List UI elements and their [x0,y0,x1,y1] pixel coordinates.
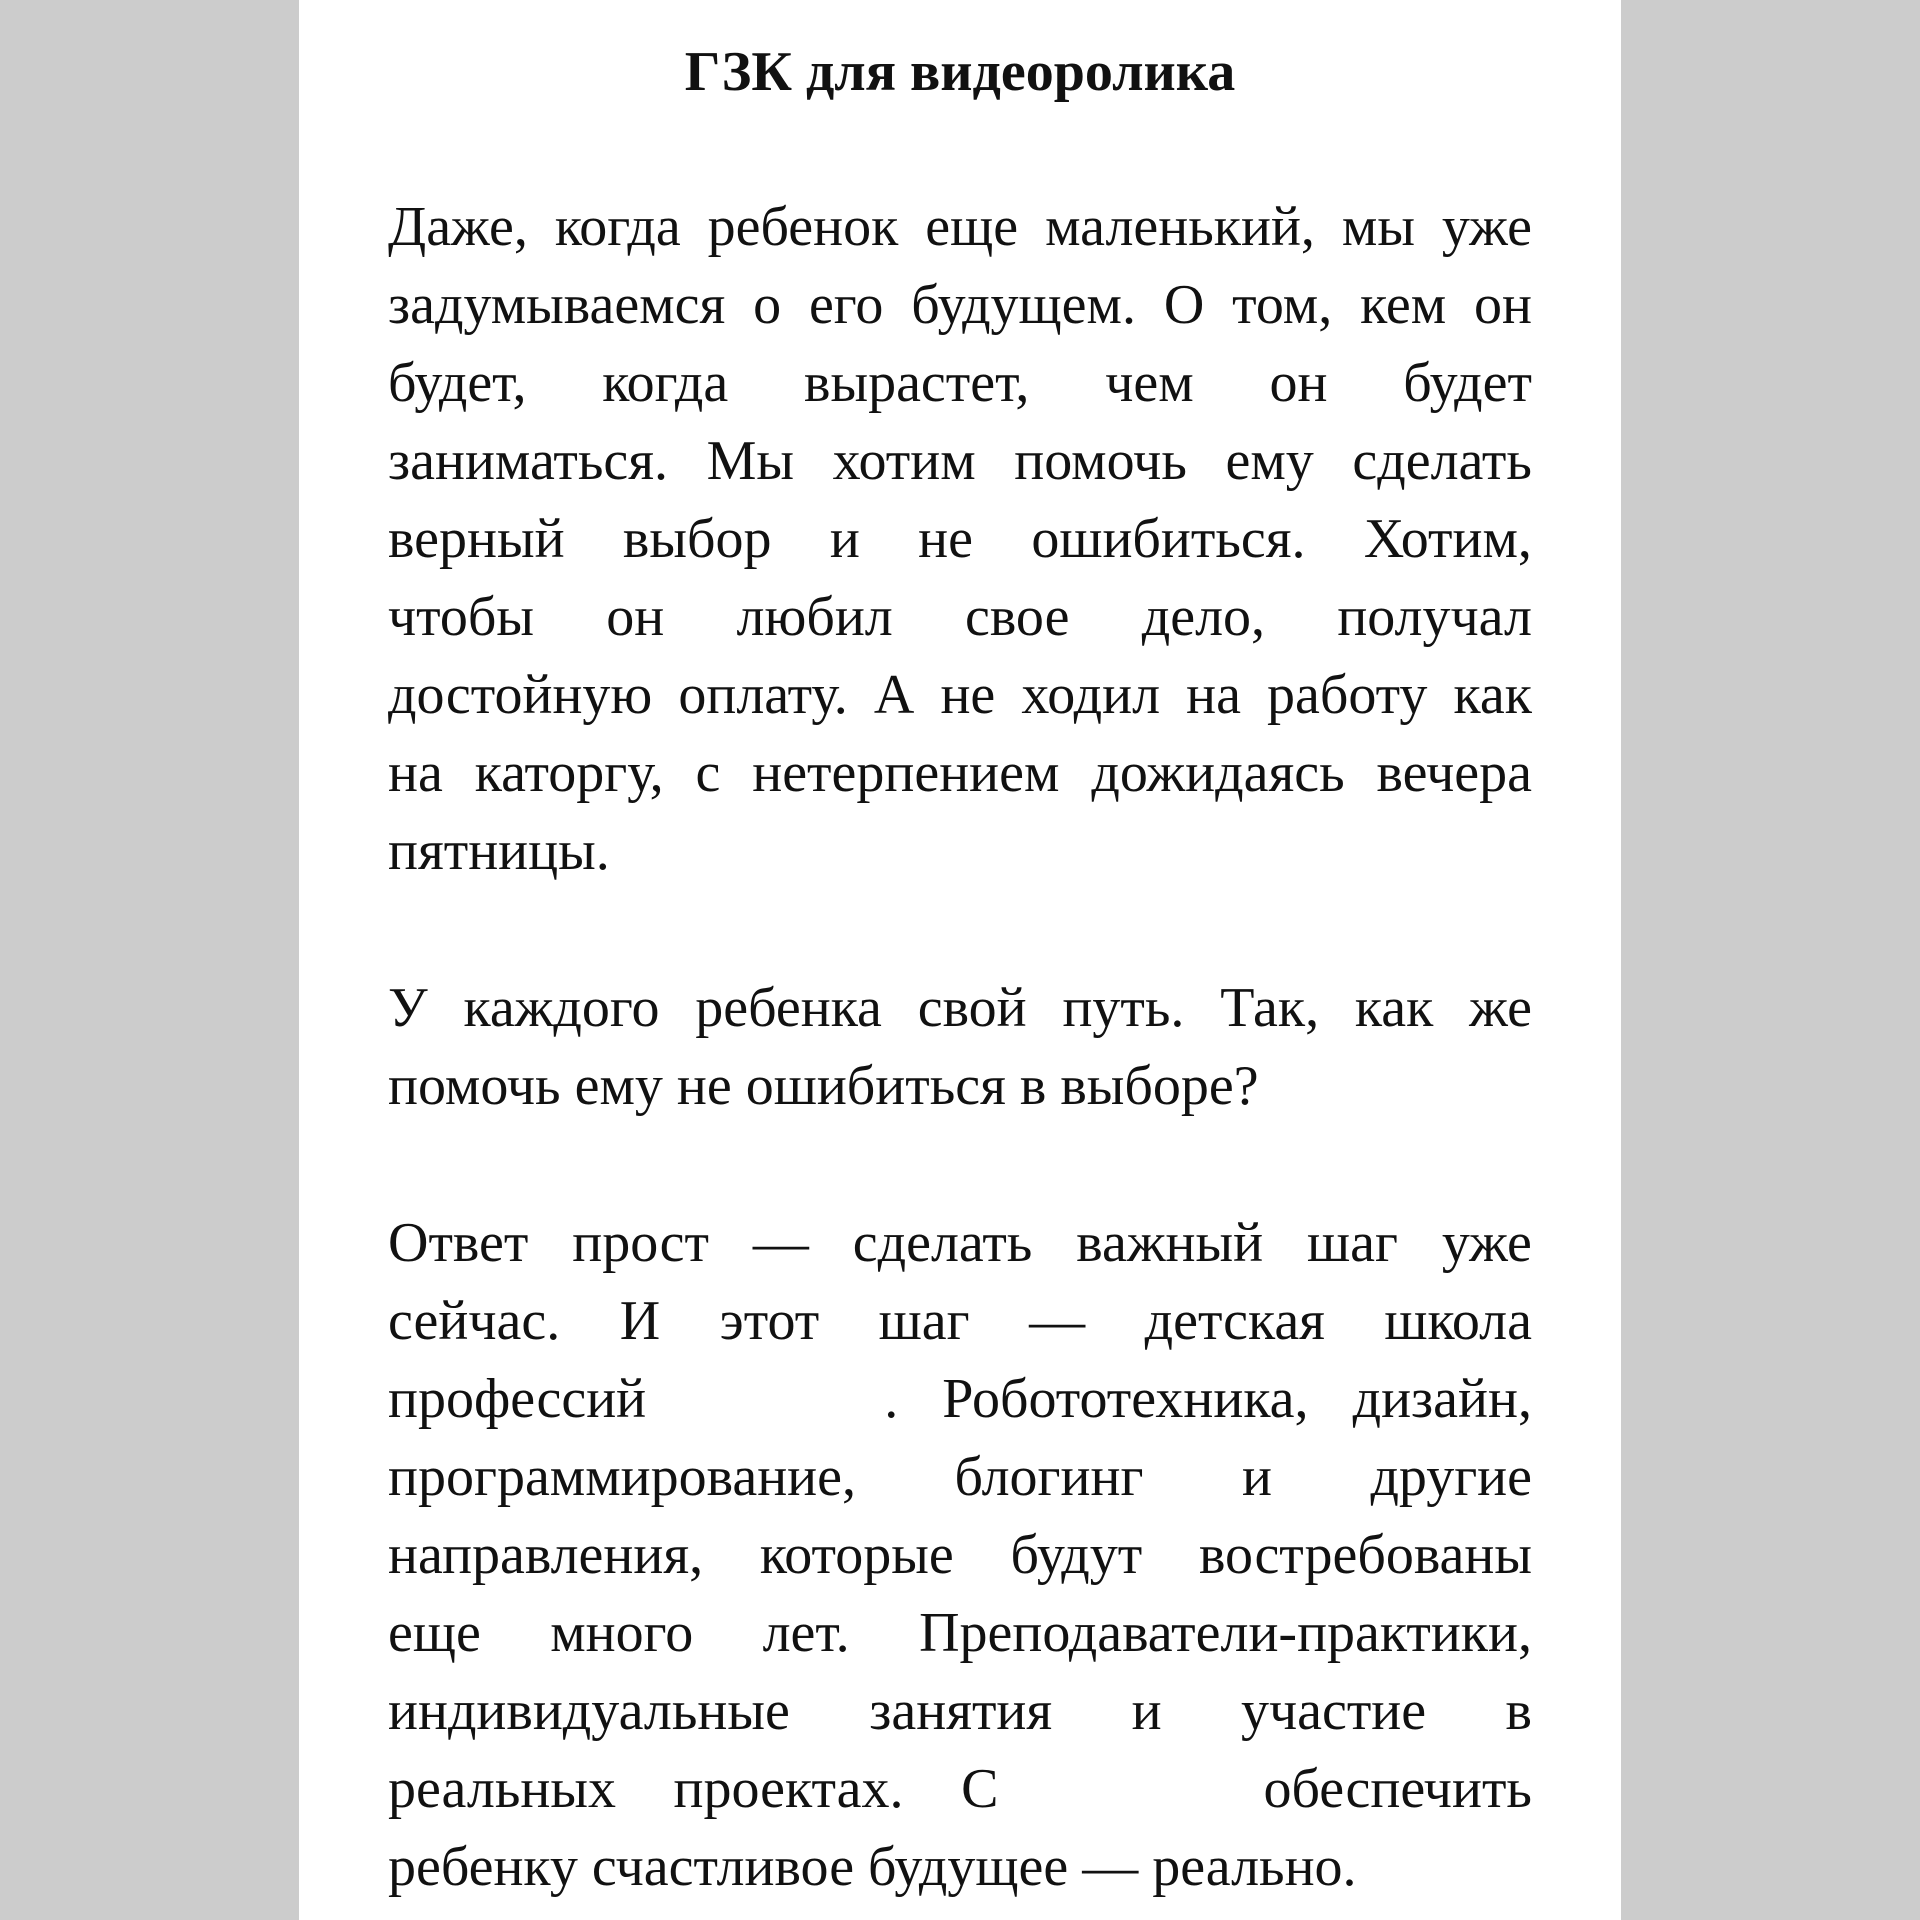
word: ребенок [707,196,899,258]
word: он [1269,352,1328,414]
word: чем [1105,352,1194,414]
word: мы [1341,196,1415,258]
word: в [1505,1680,1532,1742]
word: не [940,664,996,726]
word: достойную [388,664,653,726]
word: — [752,1212,809,1274]
word: обеспечить [1263,1758,1532,1820]
text-line [388,500,1532,578]
text-line [388,1204,1532,1282]
word: будут [1010,1524,1143,1586]
word: лет. [762,1602,850,1664]
word: хотим [832,430,976,492]
word: проектах. [673,1758,904,1820]
word: и [1131,1680,1162,1742]
word: ему [1225,430,1314,492]
word: он [1474,274,1532,336]
word: этот [719,1290,820,1352]
word: Хотим, [1363,508,1532,570]
word: нетерпением [752,742,1060,804]
word: — [1029,1290,1086,1352]
word: ошибиться. [1031,508,1306,570]
text-line [388,1438,1532,1516]
word: много [550,1602,694,1664]
word: уже [1441,196,1532,258]
word: С [961,1758,999,1820]
word: Преподаватели-практики, [919,1602,1532,1664]
word: когда [602,352,729,414]
word: свое [965,586,1070,648]
word: о [753,274,782,336]
word: кем [1360,274,1447,336]
word: каждого [463,977,660,1039]
text-line [388,422,1532,500]
word: сейчас. [388,1290,561,1352]
word: реальных [388,1758,616,1820]
word: работу [1267,664,1428,726]
text-line [388,188,1532,266]
paragraph-2 [388,969,1532,1125]
word: будет [1403,352,1532,414]
word: профессий [388,1368,647,1430]
word: Ответ [388,1212,529,1274]
word: не [918,508,973,570]
text-line-last: пятницы. [388,820,610,882]
word: каторгу, [474,742,664,804]
word: которые [759,1524,954,1586]
word: свой [917,977,1027,1039]
word: еще [925,196,1019,258]
word: задумываемся [388,274,726,336]
text-line [388,656,1532,734]
word: маленький, [1045,196,1315,258]
word: же [1469,977,1532,1039]
word: участие [1240,1680,1427,1742]
word: он [606,586,665,648]
word: важный [1076,1212,1264,1274]
word: помочь [1014,430,1187,492]
redacted-gap [690,1360,840,1438]
word: ходил [1021,664,1161,726]
word: шаг [878,1290,970,1352]
word: его [808,274,884,336]
word: дело, [1141,586,1266,648]
word: И [619,1290,661,1352]
document-page [299,0,1621,1920]
word: любил [736,586,893,648]
word: заниматься. [388,430,668,492]
word: когда [554,196,681,258]
redacted-gap [1056,1750,1206,1828]
word: и [829,508,860,570]
word: будет, [388,352,527,414]
text-line [388,266,1532,344]
word: Так, [1220,977,1320,1039]
text-line [388,578,1532,656]
text-line-last: ребенку счастливое будущее — реально. [388,1836,1357,1898]
word: дизайн, [1352,1368,1532,1430]
word: занятия [869,1680,1053,1742]
word: сделать [852,1212,1033,1274]
text-line-last: помочь ему не ошибиться в выборе? [388,1055,1259,1117]
word: направления, [388,1524,704,1586]
word: получал [1337,586,1532,648]
text-line [388,1360,1532,1438]
word: будущем. [911,274,1136,336]
text-line [388,1750,1532,1828]
word: и [1241,1446,1272,1508]
word: Даже, [388,196,528,258]
text-line [388,734,1532,812]
word: вечера [1376,742,1532,804]
word: верный [388,508,565,570]
word: том, [1232,274,1333,336]
word: вырастет, [804,352,1030,414]
word: как [1453,664,1532,726]
word: А [873,664,915,726]
word: сделать [1352,430,1532,492]
word: другие [1370,1446,1532,1508]
word: еще [388,1602,481,1664]
word: оплату. [678,664,848,726]
word: уже [1441,1212,1532,1274]
word: шаг [1306,1212,1398,1274]
word: ребенка [695,977,882,1039]
word: прост [572,1212,709,1274]
word: чтобы [388,586,535,648]
word: блогинг [954,1446,1144,1508]
word: детская [1144,1290,1325,1352]
word: индивидуальные [388,1680,790,1742]
text-line [388,1516,1532,1594]
word: О [1163,274,1205,336]
text-line [388,1594,1532,1672]
word: путь. [1062,977,1185,1039]
word: дожидаясь [1091,742,1345,804]
word: школа [1384,1290,1532,1352]
word: востребованы [1199,1524,1532,1586]
word: . [884,1368,899,1430]
word: программирование, [388,1446,856,1508]
paragraph-3 [388,1204,1532,1906]
word: с [695,742,721,804]
text-line [388,1672,1532,1750]
text-line [388,969,1532,1047]
word: как [1354,977,1434,1039]
text-line [388,1282,1532,1360]
word: на [1186,664,1241,726]
paragraph-1 [388,188,1532,890]
word: выбор [622,508,772,570]
word: Робототехника, [942,1368,1309,1430]
document-title: ГЗК для видеоролика [684,41,1236,103]
word: У [388,977,428,1039]
word: Мы [706,430,795,492]
word: на [388,742,443,804]
text-line [388,344,1532,422]
